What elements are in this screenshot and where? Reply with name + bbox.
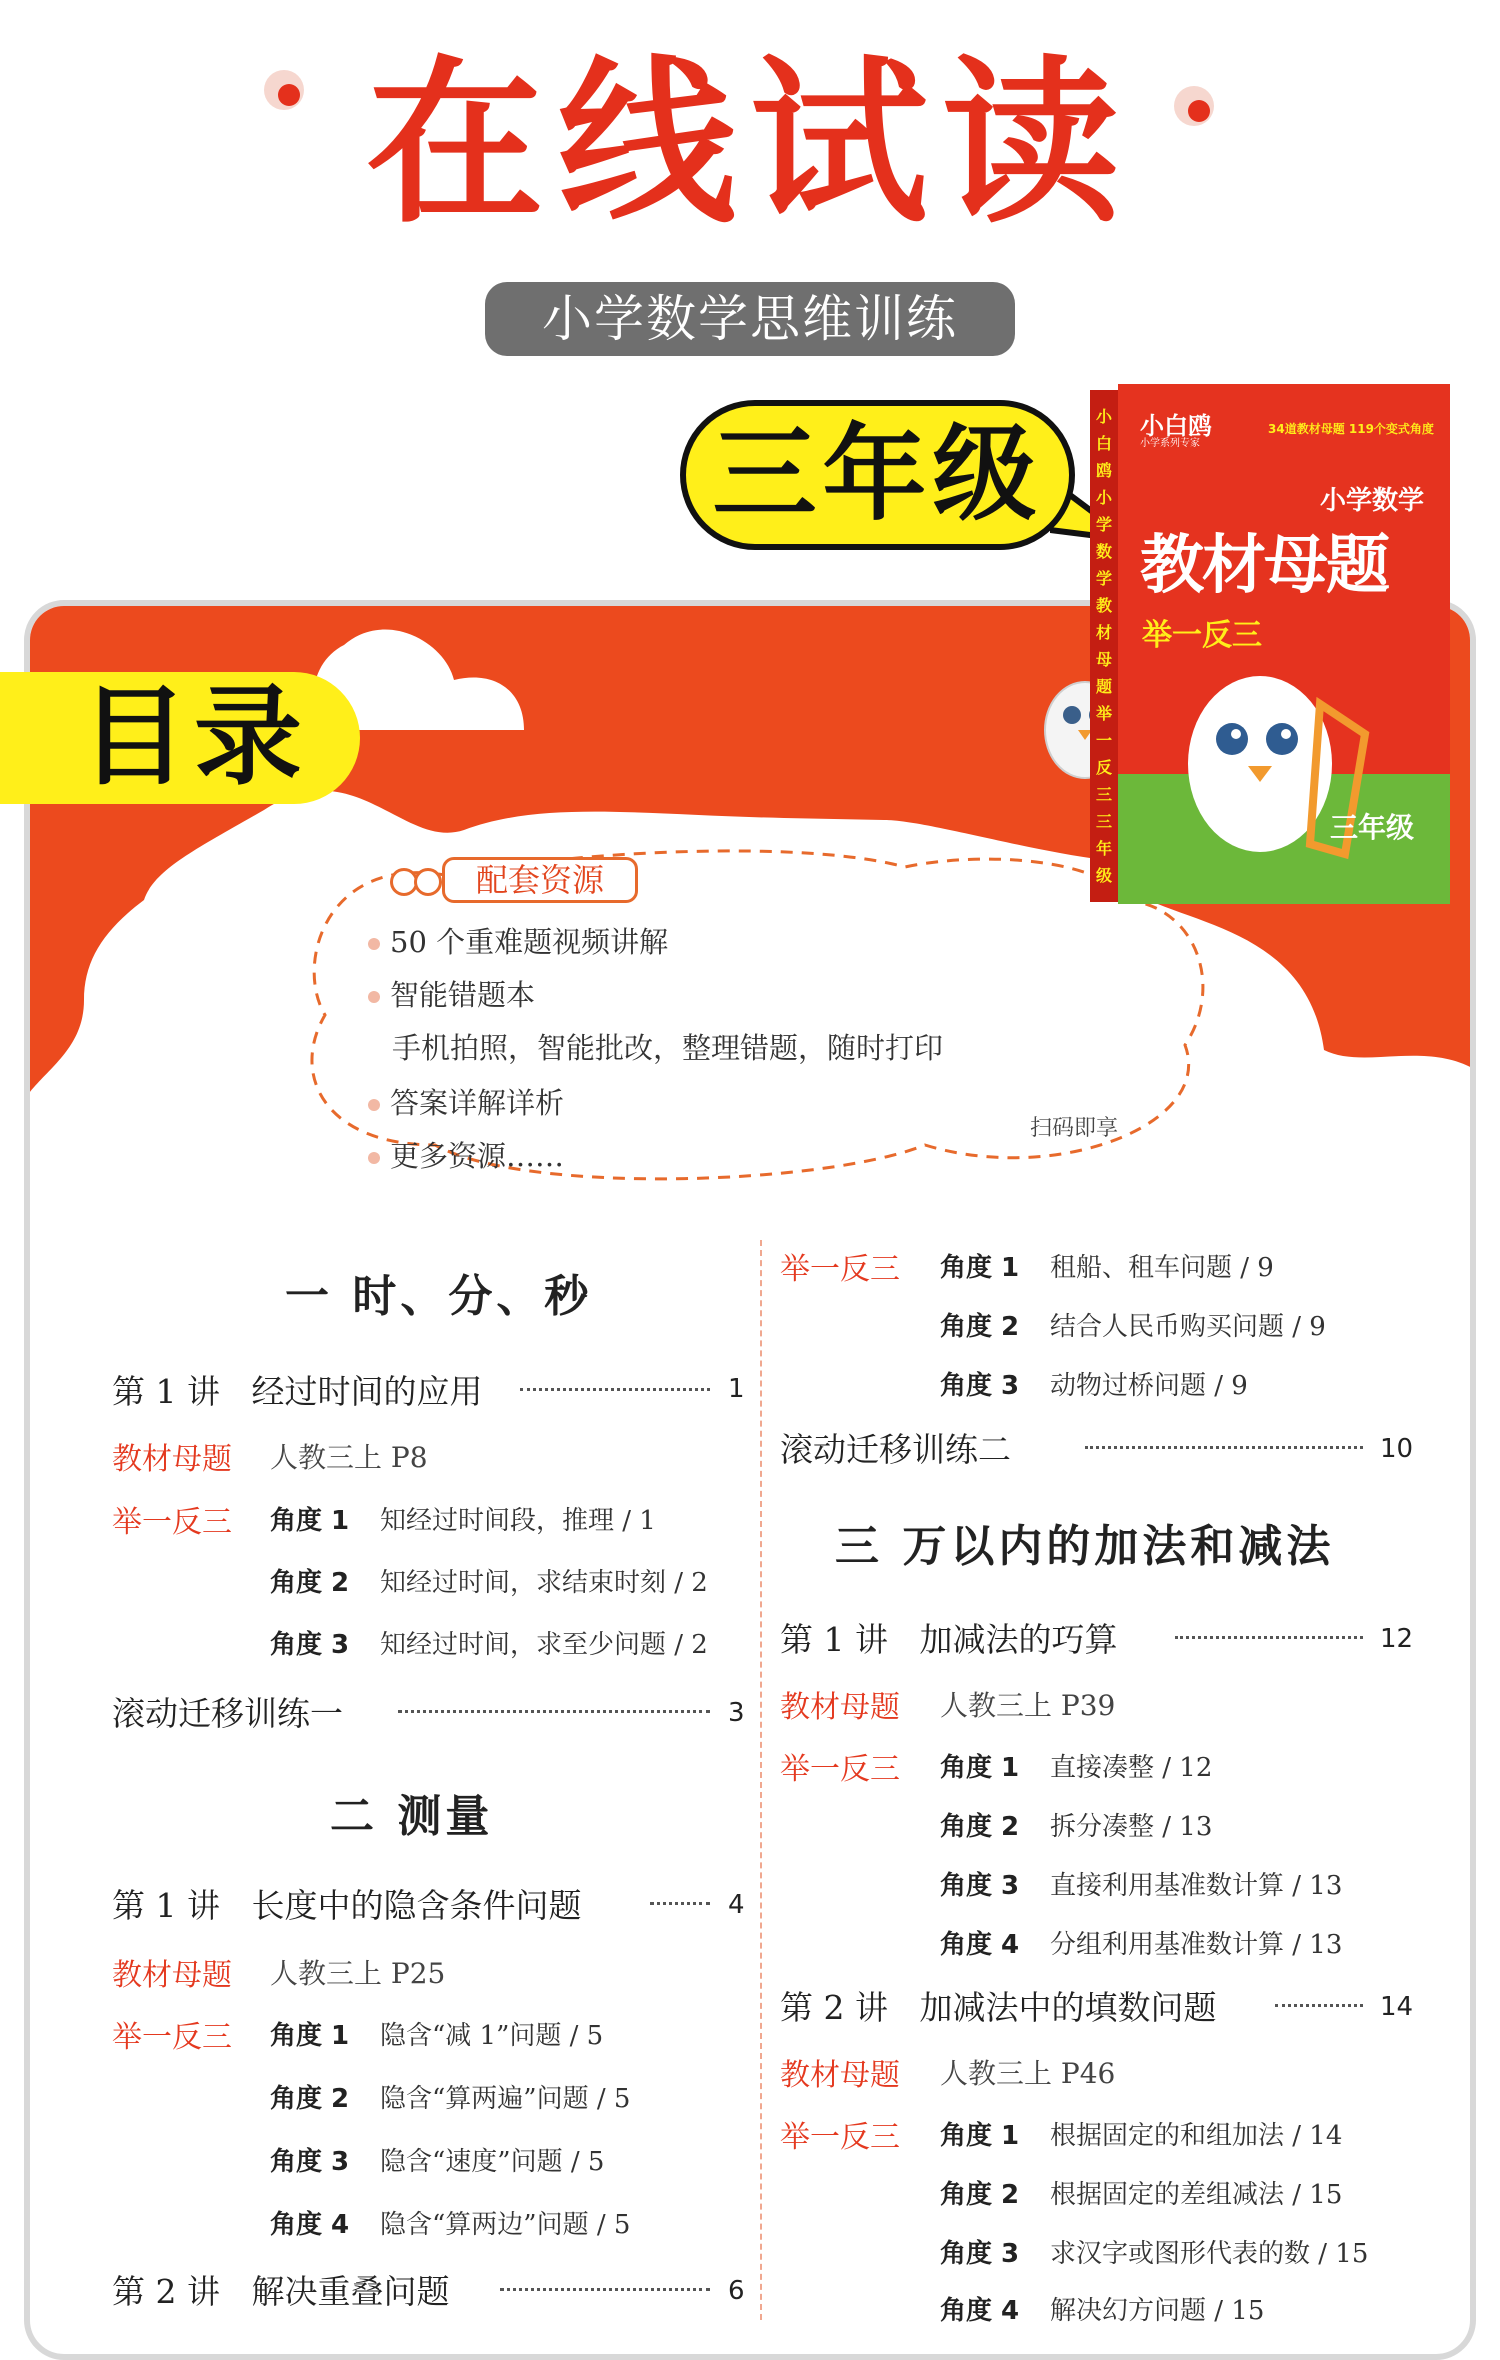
angle-label: 角度 4: [270, 2210, 350, 2240]
book-spine-char: 三: [1095, 812, 1112, 831]
resource-ring-2: [414, 868, 442, 896]
book-spine-char: 一: [1095, 731, 1112, 750]
book-spine-char: 年: [1095, 839, 1112, 858]
resource-item-videos: 50 个重难题视频讲解: [368, 920, 668, 961]
toc-rolling-training[interactable]: 滚动迁移训练一: [112, 1694, 343, 1733]
angles-tag: 举一反三: [780, 2120, 900, 2155]
page-number: 12: [1380, 1624, 1414, 1654]
angle-label: 角度 2: [940, 2180, 1020, 2210]
page-number: 14: [1380, 1992, 1414, 2022]
angle-text[interactable]: 知经过时间，求至少问题 / 2: [380, 1630, 708, 1660]
toc-tab: 目录: [0, 672, 360, 804]
section-title-3: 三 万以内的加法和减法: [835, 1521, 1335, 1572]
resource-item-more: 更多资源……: [368, 1134, 564, 1175]
source-tag: 教材母题: [780, 2058, 900, 2093]
angle-label: 角度 3: [940, 1371, 1020, 1401]
section-title-2: 二 测量: [330, 1791, 494, 1842]
resource-item-answers: 答案详解详析: [368, 1081, 564, 1122]
book-spine-char: 小: [1095, 407, 1112, 426]
scan-label: 扫码即享: [1030, 1116, 1119, 1141]
toc-lecture[interactable]: 第 1 讲 加减法的巧算: [780, 1620, 1118, 1659]
angle-label: 角度 2: [940, 1312, 1020, 1342]
angle-text[interactable]: 求汉字或图形代表的数 / 15: [1050, 2239, 1369, 2269]
angle-text[interactable]: 分组利用基准数计算 / 13: [1050, 1930, 1343, 1960]
angle-label: 角度 1: [270, 1506, 350, 1536]
angle-text[interactable]: 租船、租车问题 / 9: [1050, 1253, 1274, 1283]
page-number: 10: [1380, 1434, 1414, 1464]
angles-tag: 举一反三: [780, 1752, 900, 1787]
angle-label: 角度 3: [270, 2147, 350, 2177]
bullet-icon: [368, 938, 380, 950]
angle-label: 角度 4: [940, 2296, 1020, 2326]
source-tag: 教材母题: [112, 1958, 232, 1993]
source-text: 人教三上 P46: [940, 2057, 1116, 2090]
book-spine-char: 白: [1095, 434, 1112, 453]
book-spine-char: 母: [1095, 650, 1112, 669]
angle-label: 角度 1: [940, 2121, 1020, 2151]
book-feature: 34道教材母题 119个变式角度: [1268, 422, 1434, 436]
angles-tag: 举一反三: [112, 1505, 232, 1540]
bullet-icon: [368, 1152, 380, 1164]
angle-text[interactable]: 结合人民币购买问题 / 9: [1050, 1312, 1326, 1342]
angle-text[interactable]: 解决幻方问题 / 15: [1050, 2296, 1265, 2326]
subtitle-pill: 小学数学思维训练: [485, 282, 1015, 356]
page-number: 6: [728, 2276, 745, 2306]
book-spine-char: 反: [1095, 758, 1112, 777]
book-spine-char: 学: [1095, 569, 1112, 588]
angle-label: 角度 2: [270, 2084, 350, 2114]
book-spine-char: 材: [1095, 623, 1112, 642]
angle-label: 角度 3: [940, 1871, 1020, 1901]
book-tagline: 举一反三: [1142, 618, 1262, 653]
toc-lecture[interactable]: 第 1 讲 长度中的隐含条件问题: [112, 1886, 582, 1925]
resource-item-mistakes-desc: 手机拍照，智能批改，整理错题，随时打印: [392, 1031, 944, 1065]
angle-text[interactable]: 根据固定的差组减法 / 15: [1050, 2180, 1343, 2210]
angle-text[interactable]: 直接利用基准数计算 / 13: [1050, 1871, 1343, 1901]
book-brand-sub: 小学系列专家: [1140, 438, 1200, 449]
toc-lecture[interactable]: 第 1 讲 经过时间的应用: [112, 1372, 483, 1411]
book-cover: [1090, 384, 1450, 912]
source-tag: 教材母题: [780, 1690, 900, 1725]
source-tag: 教材母题: [112, 1442, 232, 1477]
angle-text[interactable]: 知经过时间，求结束时刻 / 2: [380, 1568, 708, 1598]
book-subject: 小学数学: [1320, 486, 1425, 516]
angle-text[interactable]: 拆分凑整 / 13: [1050, 1812, 1213, 1842]
book-brand: 小白鸥: [1140, 412, 1212, 440]
dot-leader: [650, 1902, 710, 1905]
toc-lecture[interactable]: 第 2 讲 解决重叠问题: [112, 2272, 450, 2311]
page-number: 3: [728, 1698, 745, 1728]
book-spine-char: 题: [1095, 677, 1112, 696]
book-grade: 三年级: [1330, 811, 1415, 844]
angles-tag: 举一反三: [112, 2020, 232, 2055]
bullet-icon: [368, 991, 380, 1003]
bullet-icon: [368, 1099, 380, 1111]
angle-label: 角度 2: [940, 1812, 1020, 1842]
angle-text[interactable]: 隐含“算两遍”问题 / 5: [380, 2084, 631, 2114]
book-spine-char: 数: [1095, 542, 1112, 561]
book-spine-char: 级: [1095, 866, 1112, 885]
angle-text[interactable]: 直接凑整 / 12: [1050, 1753, 1213, 1783]
angle-text[interactable]: 隐含“速度”问题 / 5: [380, 2147, 605, 2177]
book-spine-char: 教: [1095, 596, 1112, 615]
angle-label: 角度 1: [940, 1753, 1020, 1783]
angle-text[interactable]: 隐含“算两边”问题 / 5: [380, 2210, 631, 2240]
angle-text[interactable]: 隐含“减 1”问题 / 5: [380, 2021, 604, 2051]
angle-label: 角度 3: [940, 2239, 1020, 2269]
angle-label: 角度 2: [270, 1568, 350, 1598]
source-text: 人教三上 P25: [270, 1957, 446, 1990]
dot-leader: [520, 1388, 710, 1391]
resource-item-mistakes: 智能错题本: [368, 973, 535, 1014]
dot-leader: [1085, 1446, 1363, 1449]
toc-lecture[interactable]: 第 2 讲 加减法中的填数问题: [780, 1988, 1217, 2027]
grade-bubble: 三年级: [680, 400, 1075, 550]
dot-leader: [1175, 1636, 1363, 1639]
resource-title: 配套资源: [442, 857, 638, 903]
page-number: 1: [728, 1374, 745, 1404]
angle-label: 角度 4: [940, 1930, 1020, 1960]
source-text: 人教三上 P8: [270, 1441, 428, 1474]
angle-text[interactable]: 知经过时间段，推理 / 1: [380, 1506, 656, 1536]
angle-label: 角度 1: [940, 1253, 1020, 1283]
page-number: 4: [728, 1890, 745, 1920]
source-text: 人教三上 P39: [940, 1689, 1116, 1722]
dot-leader: [398, 1710, 710, 1713]
book-spine-char: 三: [1095, 785, 1112, 804]
dot-leader: [500, 2288, 710, 2291]
angles-tag: 举一反三: [780, 1252, 900, 1287]
column-divider: [760, 1240, 762, 2320]
section-title-1: 一 时、分、秒: [285, 1271, 593, 1322]
book-spine-char: 学: [1095, 515, 1112, 534]
angle-label: 角度 3: [270, 1630, 350, 1660]
hero-title: 在线试读: [366, 40, 1134, 247]
book-title: 教材母题: [1140, 529, 1388, 603]
book-spine-char: 鸥: [1095, 461, 1112, 480]
dot-leader: [1275, 2004, 1363, 2007]
toc-rolling-training[interactable]: 滚动迁移训练二: [780, 1430, 1011, 1469]
book-spine-char: 小: [1095, 488, 1112, 507]
angle-text[interactable]: 根据固定的和组加法 / 14: [1050, 2121, 1343, 2151]
angle-text[interactable]: 动物过桥问题 / 9: [1050, 1371, 1248, 1401]
book-spine-char: 举: [1095, 704, 1112, 723]
angle-label: 角度 1: [270, 2021, 350, 2051]
